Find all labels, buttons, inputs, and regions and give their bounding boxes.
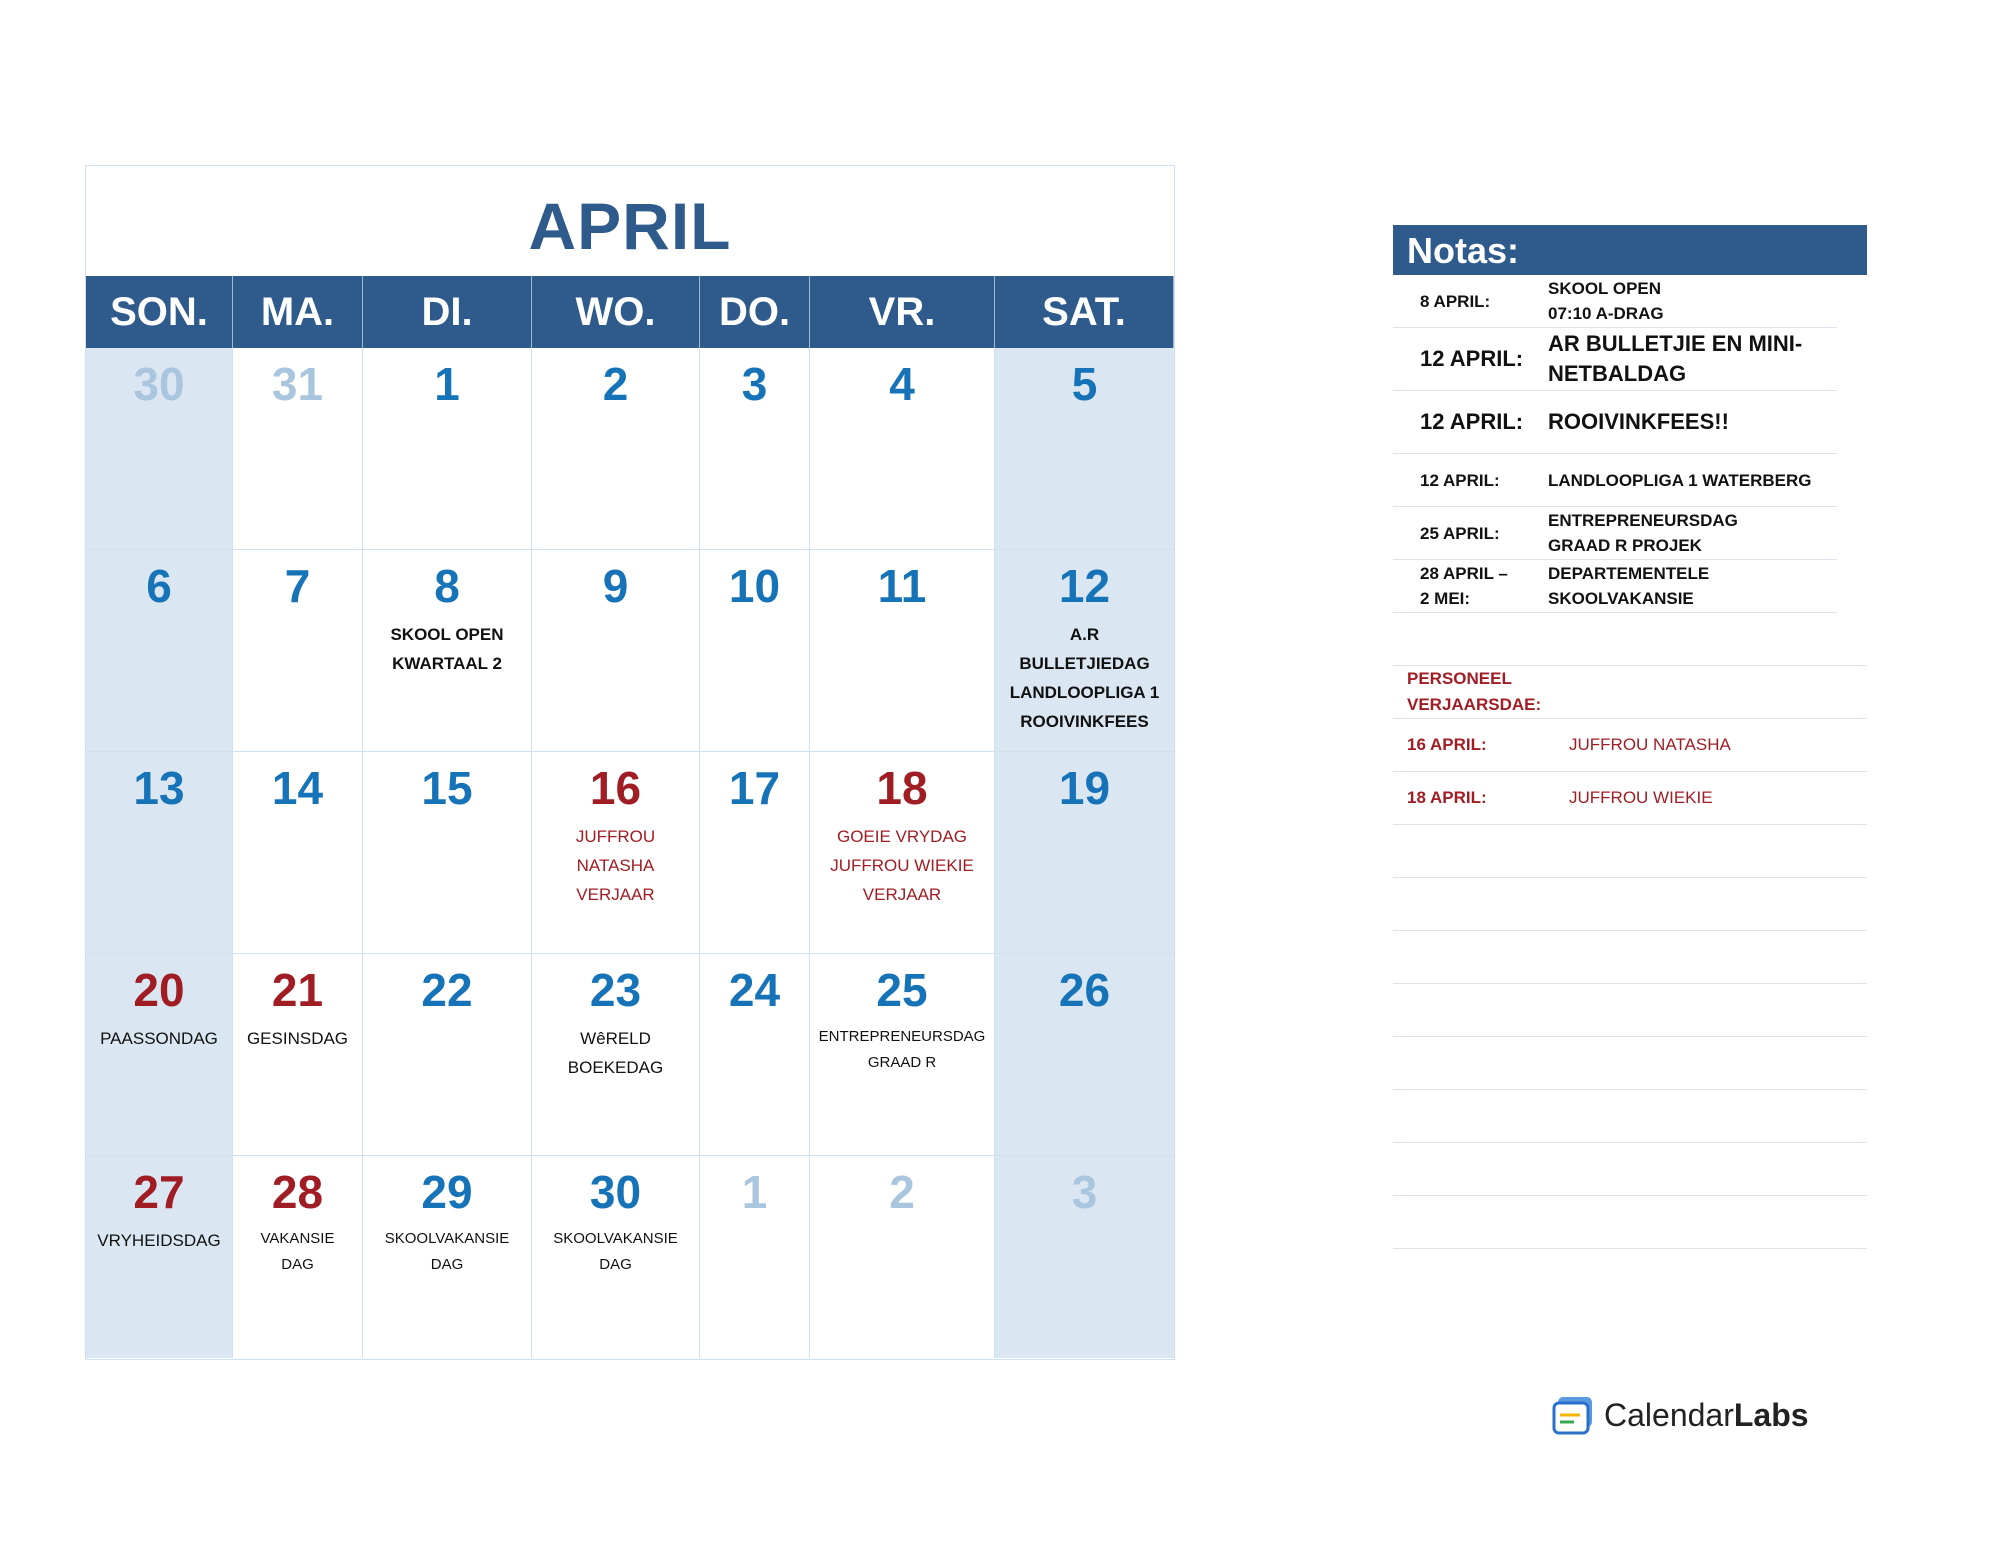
day-cell [995, 550, 1174, 752]
day-number: 8 [434, 560, 460, 612]
day-cell [700, 550, 810, 752]
note-text: DEPARTEMENTELE SKOOLVAKANSIE [1548, 564, 1710, 608]
day-event: VAKANSIE DAG [260, 1230, 335, 1273]
note-row [1393, 560, 1837, 613]
day-cell [233, 1156, 363, 1358]
calendarlabs-logo [1552, 1395, 1809, 1435]
notes-title: Notas: [1393, 225, 1867, 275]
day-number: 28 [271, 1166, 324, 1218]
day-event: WêRELD BOEKEDAG [567, 1029, 664, 1077]
day-cell [532, 1156, 700, 1358]
day-cell [810, 348, 995, 550]
day-number: 26 [1058, 964, 1111, 1016]
day-event: ENTREPRENEURSDAG GRAAD R [818, 1028, 986, 1071]
birthday-list [1393, 719, 1867, 825]
day-number: 21 [271, 964, 324, 1016]
note-date: 8 APRIL: [1420, 291, 1491, 311]
weekday-header: DI. [363, 276, 532, 348]
day-number: 30 [589, 1166, 642, 1218]
day-number: 4 [889, 358, 915, 410]
day-number: 22 [421, 964, 473, 1016]
birthday-date: 18 APRIL: [1407, 788, 1487, 807]
day-cell [363, 550, 532, 752]
day-cell [86, 752, 233, 954]
notes-blank-line [1393, 1037, 1867, 1090]
day-number: 3 [1071, 1166, 1098, 1218]
note-row [1393, 507, 1837, 560]
day-cell [86, 348, 233, 550]
note-text: SKOOL OPEN 07:10 A-DRAG [1548, 279, 1664, 323]
note-date: 28 APRIL – 2 MEI: [1420, 564, 1508, 608]
weekday-header: SON. [86, 276, 233, 348]
day-number: 12 [1058, 560, 1111, 612]
note-row [1393, 275, 1837, 328]
day-cell [995, 348, 1174, 550]
notes-blank-line [1393, 1143, 1867, 1196]
note-row [1393, 454, 1837, 507]
day-event: A.R BULLETJIEDAG LANDLOOPLIGA 1 ROOIVINKFEES [1009, 625, 1160, 731]
note-text: LANDLOOPLIGA 1 WATERBERG [1548, 470, 1812, 490]
weekday-header: VR. [810, 276, 995, 348]
note-text: AR BULLETJIE EN MINI- NETBALDAG [1548, 331, 1803, 386]
note-text: ROOIVINKFEES!! [1548, 409, 1729, 434]
notes-blank-lines [1393, 825, 1867, 1249]
day-cell [810, 550, 995, 752]
note-date: 25 APRIL: [1420, 523, 1500, 543]
day-event: JUFFROU NATASHA VERJAAR [575, 827, 656, 904]
month-title: APRIL [528, 189, 732, 263]
birthday-name: JUFFROU WIEKIE [1569, 788, 1713, 807]
day-cell [810, 954, 995, 1156]
day-number: 23 [589, 964, 642, 1016]
note-date: 12 APRIL: [1420, 470, 1500, 490]
day-number: 11 [877, 560, 927, 612]
day-cell [700, 348, 810, 550]
note-date: 12 APRIL: [1420, 346, 1524, 371]
day-number: 5 [1071, 358, 1098, 410]
day-cell [233, 954, 363, 1156]
day-number: 25 [876, 964, 928, 1016]
personnel-birthdays-title: PERSONEEL VERJAARSDAE: [1407, 669, 1542, 714]
day-number: 1 [741, 1166, 768, 1218]
day-number: 14 [271, 762, 324, 814]
day-number: 1 [434, 358, 460, 410]
day-number: 16 [589, 762, 642, 814]
day-number: 31 [271, 358, 324, 410]
notes-blank-line [1393, 613, 1867, 666]
day-cell [86, 954, 233, 1156]
day-number: 10 [728, 560, 781, 612]
weekday-header: WO. [532, 276, 700, 348]
day-number: 2 [889, 1166, 915, 1218]
day-cell [86, 550, 233, 752]
day-cell [995, 954, 1174, 1156]
day-cell [233, 550, 363, 752]
notes-blank-line [1393, 825, 1867, 878]
day-event: SKOOLVAKANSIE DAG [553, 1230, 678, 1273]
day-cell [810, 752, 995, 954]
day-cell [363, 1156, 532, 1358]
day-number: 2 [602, 358, 629, 410]
birthday-row [1393, 719, 1867, 772]
notes-blank-line [1393, 1090, 1867, 1143]
note-text: ENTREPRENEURSDAG GRAAD R PROJEK [1548, 511, 1738, 555]
day-number: 7 [284, 560, 311, 612]
weekday-header: DO. [700, 276, 810, 348]
day-event: GESINSDAG [246, 1029, 349, 1048]
notes-blank-line [1393, 878, 1867, 931]
note-date: 12 APRIL: [1420, 409, 1524, 434]
day-event: VRYHEIDSDAG [97, 1231, 221, 1250]
day-number: 19 [1058, 762, 1111, 814]
day-cell [363, 348, 532, 550]
day-number: 15 [421, 762, 473, 814]
day-cell [532, 752, 700, 954]
birthday-name: JUFFROU NATASHA [1569, 735, 1731, 754]
day-number: 6 [146, 560, 172, 612]
day-event: SKOOLVAKANSIE DAG [384, 1230, 510, 1273]
note-row [1393, 391, 1837, 454]
day-number: 17 [728, 762, 781, 814]
notes-blank-line [1393, 984, 1867, 1037]
day-number: 20 [133, 964, 185, 1016]
day-cell [532, 348, 700, 550]
weekday-header: MA. [233, 276, 363, 348]
day-cell [700, 752, 810, 954]
day-number: 9 [602, 560, 629, 612]
day-number: 24 [728, 964, 781, 1016]
day-cell [233, 752, 363, 954]
day-cell [995, 1156, 1174, 1358]
calendar-logo-icon [1552, 1395, 1596, 1435]
day-cell [363, 752, 532, 954]
day-cell [233, 348, 363, 550]
day-number: 29 [421, 1166, 473, 1218]
day-event: GOEIE VRYDAG JUFFROU WIEKIE VERJAAR [830, 827, 974, 904]
notes-blank-line [1393, 1196, 1867, 1249]
day-cell [532, 954, 700, 1156]
logo-text: CalendarLabs [1604, 1396, 1809, 1433]
day-cell [810, 1156, 995, 1358]
personnel-header-row [1393, 666, 1867, 719]
day-cell [86, 1156, 233, 1358]
notes-list [1393, 275, 1867, 613]
day-event: PAASSONDAG [100, 1029, 218, 1048]
calendar-grid [86, 276, 1174, 1358]
birthday-date: 16 APRIL: [1407, 735, 1487, 754]
birthday-row [1393, 772, 1867, 825]
weekday-header: SAT. [995, 276, 1174, 348]
day-cell [363, 954, 532, 1156]
day-cell [532, 550, 700, 752]
day-cell [995, 752, 1174, 954]
day-number: 3 [741, 358, 768, 410]
day-number: 13 [133, 762, 185, 814]
notes-panel [1393, 225, 1867, 1249]
day-event: SKOOL OPEN KWARTAAL 2 [390, 625, 504, 673]
calendar [85, 165, 1175, 1360]
day-number: 27 [133, 1166, 185, 1218]
day-cell [700, 954, 810, 1156]
day-cell [700, 1156, 810, 1358]
notes-blank-line [1393, 931, 1867, 984]
note-row [1393, 328, 1837, 391]
day-number: 18 [876, 762, 928, 814]
day-number: 30 [133, 358, 185, 410]
